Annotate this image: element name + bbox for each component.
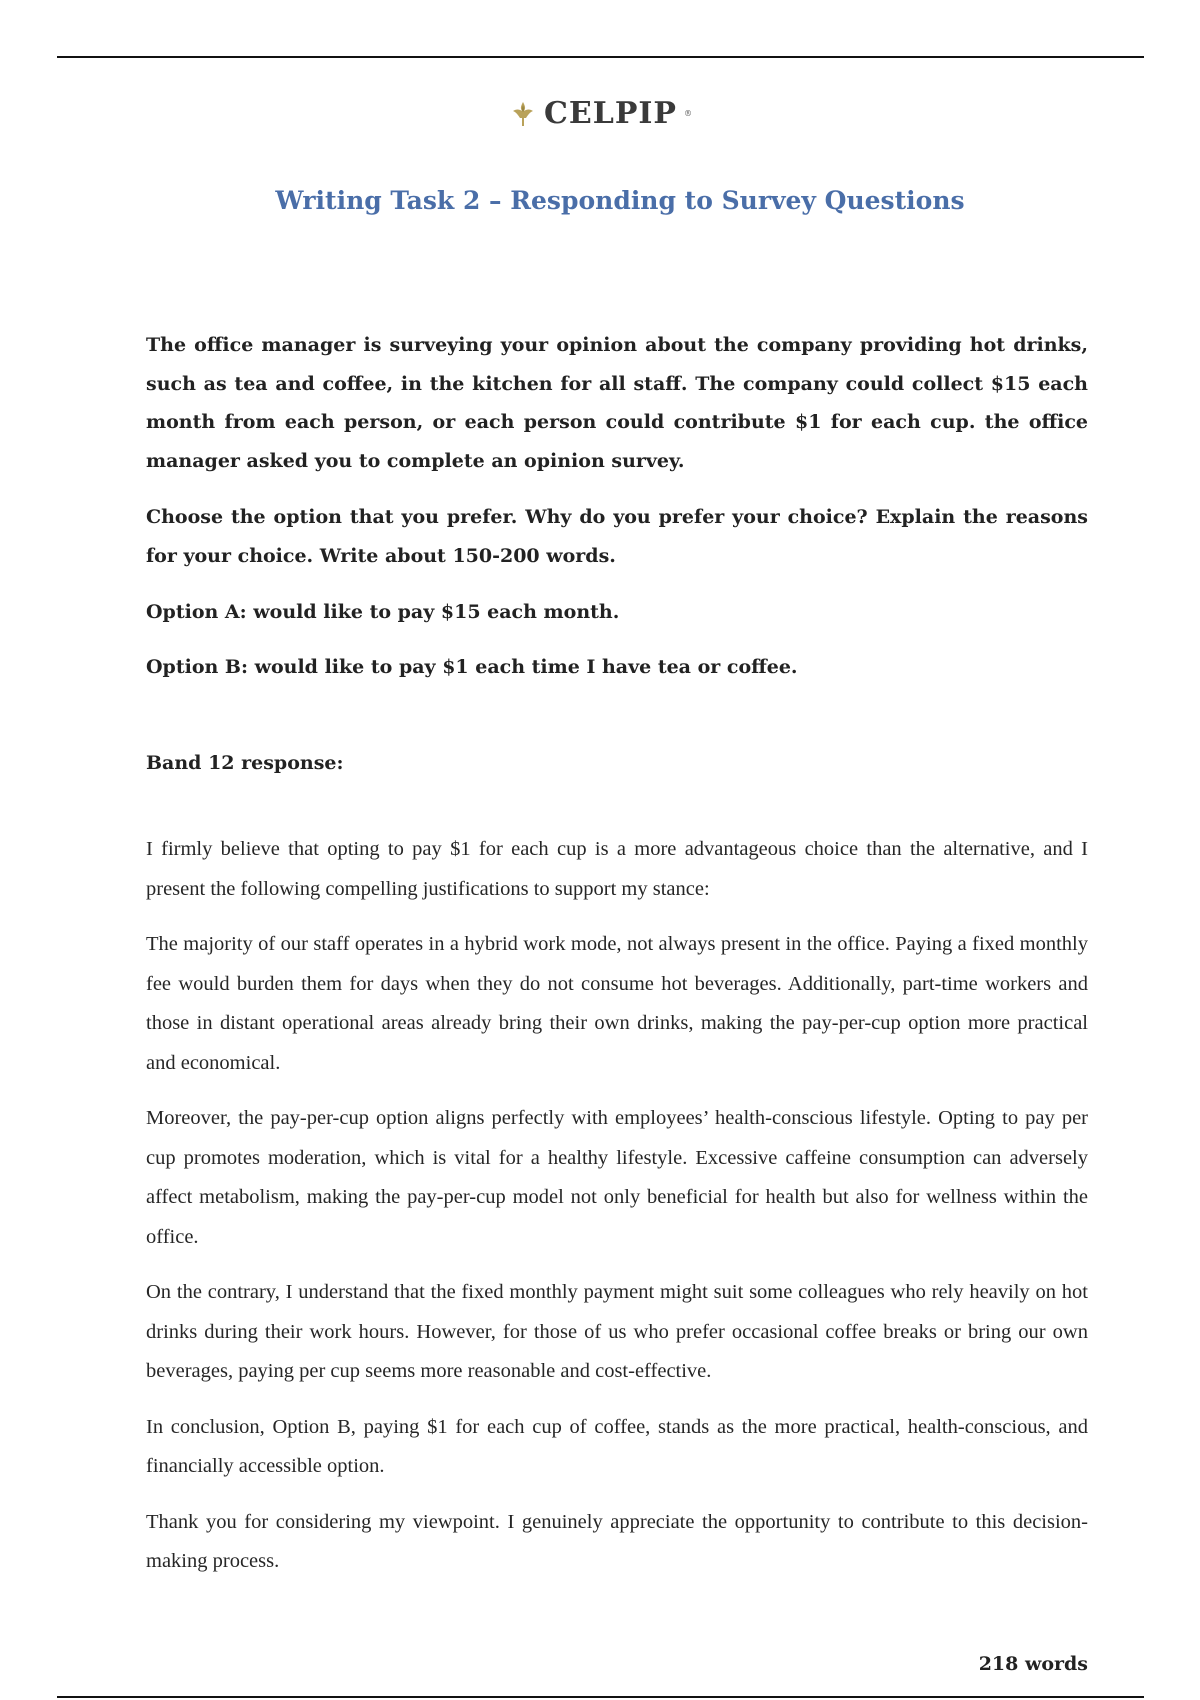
response-paragraph: Thank you for considering my viewpoint. I genuinely appreciate the opportunity to contribute to this decision-making process. [146,1510,1088,1572]
logo-text: CELPIP [544,96,677,131]
prompt-paragraph: The office manager is surveying your opinion about the company providing hot drinks, such as tea and coffee, in the kitchen for all staff. The company could collect $15 each month from each person, or each person could contribute $1 for each cup. the office manager asked you to complete an opinion survey. [146,334,1088,472]
task-prompt [146,326,1088,686]
prompt-instructions: Choose the option that you prefer. Why do you prefer your choice? Explain the reasons for your choice. Write about 150-200 words. [146,506,1088,567]
option-a: Option A: would like to pay $15 each month. [146,601,620,623]
response-paragraph: Moreover, the pay-per-cup option aligns perfectly with employees’ health-conscious lifestyle. Opting to pay per cup promotes moderation, which is vital for a healthy lifestyle. Excessive caffeine consumption can adversely affect metabolism, making the pay-per-cup model not only beneficial for health but also for wellness within the office. [146,1107,1088,1248]
response-paragraph: In conclusion, Option B, paying $1 for each cup of coffee, stands as the more practical, health-conscious, and financially accessible option. [146,1415,1088,1477]
bottom-rule [57,1696,1144,1698]
response-body [146,830,1088,1582]
option-b: Option B: would like to pay $1 each time I have tea or coffee. [146,655,798,678]
response-paragraph: The majority of our staff operates in a hybrid work mode, not always present in the office. Paying a fixed monthly fee would burden them for days when they do not consume hot beverages. Additionally, part-time workers and those in distant operational areas already bring their own drinks, making the pay-per-cup option more practical and economical. [146,933,1088,1074]
response-heading: Band 12 response: [146,752,344,774]
response-paragraph: I firmly believe that opting to pay $1 for each cup is a more advantageous choice than the alternative, and I present the following compelling justifications to support my stance: [146,838,1088,900]
celpip-logo [0,96,1200,131]
maple-leaf-icon [508,99,538,129]
document-body [146,326,1088,1598]
logo-registered-mark: ® [684,109,692,118]
response-paragraph: On the contrary, I understand that the fixed monthly payment might suit some colleagues who rely heavily on hot drinks during their work hours. However, for those of us who prefer occasional coffee breaks or bring our own beverages, paying per cup seems more reasonable and cost-effective. [146,1281,1088,1382]
top-rule [57,56,1144,58]
word-count: 218 words [978,1653,1088,1675]
page-title: Writing Task 2 – Responding to Survey Questions [275,186,965,215]
